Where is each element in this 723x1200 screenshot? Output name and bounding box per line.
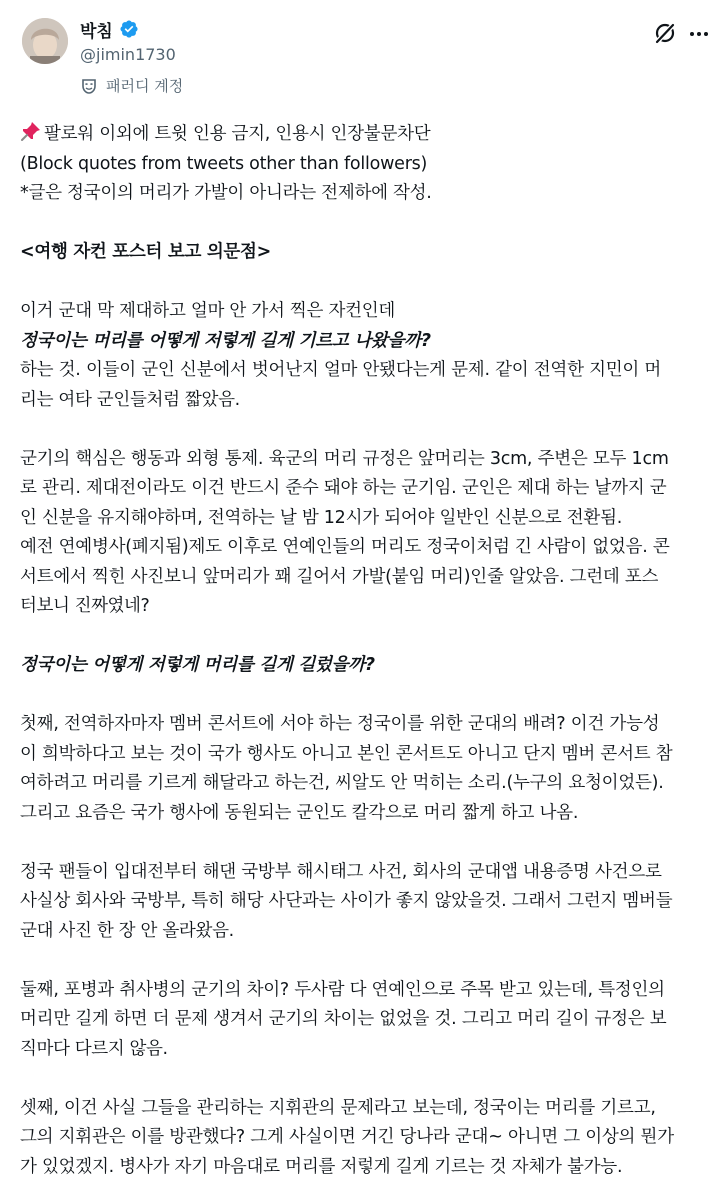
paragraph-line: 사실상 회사와 국방부, 특히 해당 사단과는 사이가 좋지 않았을것. 그래서 그런지 멤버들 [20, 891, 673, 911]
paragraph-line: 셋째, 이건 사실 그들을 관리하는 지휘관의 문제라고 보는데, 정국이는 머리를 기르고, [20, 1097, 656, 1118]
paragraph-line: 직마다 다르지 않음. [20, 1038, 168, 1059]
paragraph-line: 리는 여타 군인들처럼 짧았음. [20, 389, 240, 410]
pushpin-icon [20, 120, 42, 142]
paragraph-line: 여하려고 머리를 기르게 해달라고 하는건, 씨알도 안 먹히는 소리.(누구의 요청이었든). [20, 773, 664, 793]
paragraph-line: 그의 지휘관은 이를 방관했다? 그게 사실이면 거긴 당나라 군대~ 아니면 그 이상의 뭔가 [20, 1127, 674, 1147]
paragraph-line: 인 신분을 유지해야하며, 전역하는 날 밤 12시가 되어야 일반인 신분으로 전환됨. [20, 507, 623, 528]
paragraph-line: 둘째, 포병과 취사병의 군기의 차이? 두사람 다 연예인으로 주목 받고 있는데, 특정인의 [20, 979, 665, 1000]
avatar[interactable] [22, 18, 68, 64]
paragraph-line: 서트에서 찍힌 사진보니 앞머리가 꽤 길어서 가발(붙임 머리)인줄 알았음. 그런데 포스 [20, 566, 659, 587]
paragraph-line: 이거 군대 막 제대하고 얼마 안 가서 찍은 자컨인데 [20, 301, 396, 321]
paragraph-line: 가 있었겠지. 병사가 자기 마음대로 머리를 저렇게 길게 기르는 것 자체가 불가능. [20, 1156, 623, 1177]
paragraph-line: 예전 연예병사(폐지됨)제도 이후로 연예인들의 머리도 정국이처럼 긴 사람이 없었음. 콘 [20, 537, 670, 557]
more-options-icon[interactable] [688, 26, 710, 40]
paragraph-line: 군기의 핵심은 행동과 외형 통제. 육군의 머리 규정은 앞머리는 3cm, 주변은 모두 1cm [20, 448, 669, 469]
name-row [80, 17, 139, 41]
tweet-header [0, 0, 723, 110]
verified-badge-icon [119, 19, 139, 39]
paragraph-line: 이 희박하다고 보는 것이 국가 행사도 아니고 본인 콘서트도 아니고 단지 멤버 콘서트 참 [20, 743, 673, 764]
user-handle[interactable]: @jimin1730 [80, 45, 176, 64]
paragraph-line: 머리만 길게 하면 더 문제 생겨서 군기의 차이는 없었을 것. 그리고 머리 길이 규정은 보 [20, 1009, 667, 1029]
paragraph-line: 하는 것. 이들이 군인 신분에서 벗어난지 얼마 안됐다는게 문제. 같이 전역한 지민이 머 [20, 360, 662, 380]
question-heading: 정국이는 어떻게 저렇게 머리를 길게 길렀을까? [20, 655, 375, 675]
intro-line: *글은 정국이의 머리가 가발이 아니라는 전제하에 작성. [20, 183, 432, 203]
paragraph-line: 터보니 진짜였네? [20, 596, 150, 616]
emphasis-line: 정국이는 머리를 어떻게 저렇게 길게 기르고 나왔을까? [20, 330, 431, 351]
tweet-text [20, 120, 710, 1182]
intro-line [20, 120, 710, 150]
parody-label-text: 패러디 계정 [106, 77, 184, 95]
paragraph-line: 첫째, 전역하자마자 멤버 콘서트에 서야 하는 정국이를 위한 군대의 배려? 이건 가능성 [20, 714, 660, 734]
heading-text: <여행 자컨 포스터 보고 의문점> [20, 242, 271, 262]
paragraph-line: 정국 팬들이 입대전부터 해댄 국방부 해시태그 사건, 회사의 군대앱 내용증명 사건으로 [20, 861, 662, 882]
intro-line: (Block quotes from tweets other than followers) [20, 153, 428, 174]
paragraph-line: 군대 사진 한 장 안 올라왔음. [20, 920, 234, 941]
grok-icon[interactable] [652, 20, 678, 46]
parody-mask-icon [80, 77, 98, 95]
paragraph-line: 그리고 요즘은 국가 행사에 동원되는 군인도 칼각으로 머리 짧게 하고 나옴. [20, 802, 579, 823]
display-name[interactable]: 박침 [80, 21, 113, 42]
parody-account-label [80, 75, 183, 96]
intro-text: 팔로워 이외에 트윗 인용 금지, 인용시 인장불문차단 [44, 124, 431, 144]
paragraph-line: 로 관리. 제대전이라도 이건 반드시 준수 돼야 하는 군기임. 군인은 제대 하는 날까지 군 [20, 478, 667, 498]
